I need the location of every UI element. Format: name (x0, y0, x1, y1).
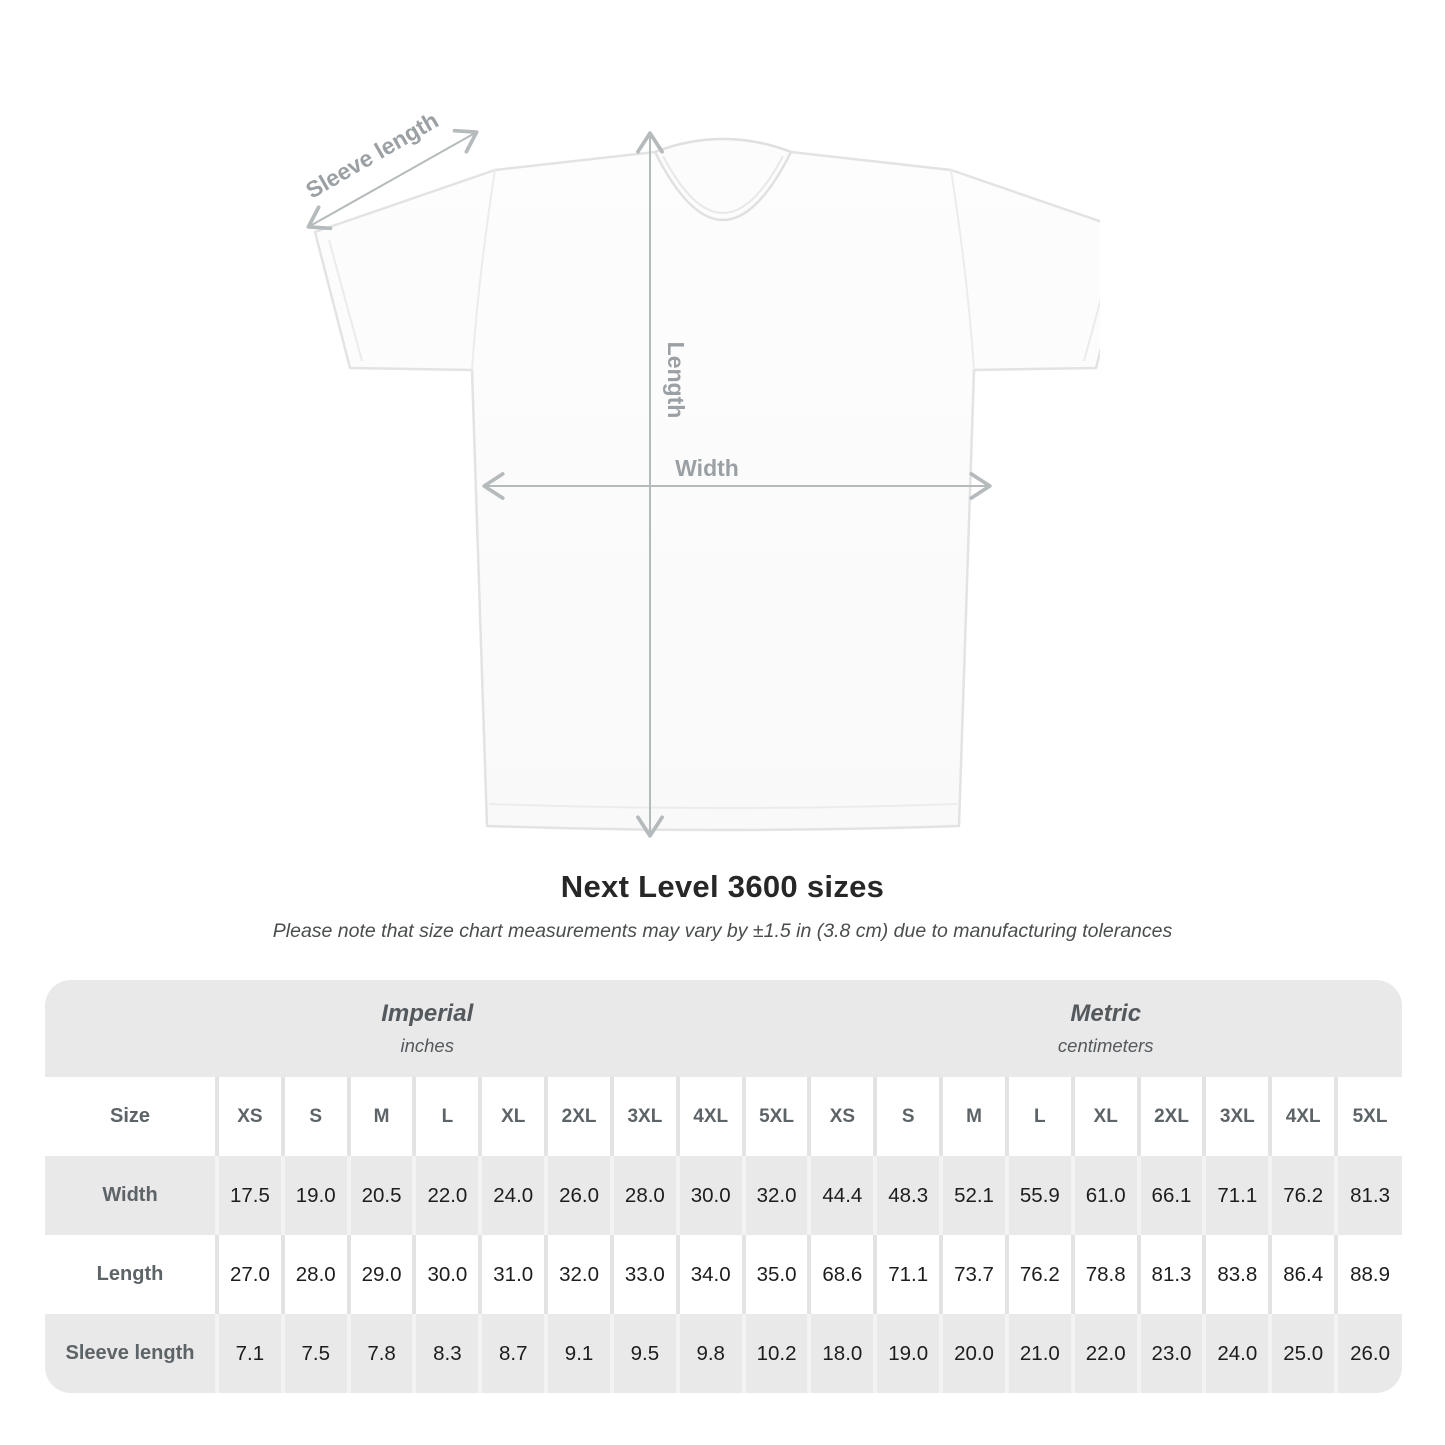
measurement-cell: 10.2 (744, 1314, 810, 1393)
measurement-cell: 18.0 (809, 1314, 875, 1393)
measurement-cell: 81.3 (1139, 1235, 1205, 1314)
page-title: Next Level 3600 sizes (560, 869, 885, 904)
measurement-cell: 7.1 (217, 1314, 283, 1393)
size-col-header: 3XL (1204, 1077, 1270, 1156)
size-col-header: 2XL (1139, 1077, 1205, 1156)
size-table (45, 980, 1402, 1393)
measurement-cell: 7.8 (349, 1314, 415, 1393)
tshirt-diagram (250, 80, 1100, 880)
size-table-container (45, 980, 1402, 1393)
measurement-cell: 61.0 (1073, 1156, 1139, 1235)
size-col-header: L (1007, 1077, 1073, 1156)
size-col-header: L (414, 1077, 480, 1156)
measurement-cell: 76.2 (1007, 1235, 1073, 1314)
measurement-cell: 33.0 (612, 1235, 678, 1314)
measurement-row-length (45, 1235, 1402, 1314)
unit-header-row (45, 980, 1402, 1077)
size-col-header: XS (809, 1077, 875, 1156)
size-col-header: 5XL (744, 1077, 810, 1156)
measurement-cell: 24.0 (480, 1156, 546, 1235)
measurement-cell: 71.1 (1204, 1156, 1270, 1235)
size-col-header: S (875, 1077, 941, 1156)
size-row-label: Size (45, 1077, 217, 1156)
measurement-cell: 68.6 (809, 1235, 875, 1314)
size-col-header: M (349, 1077, 415, 1156)
measurement-cell: 29.0 (349, 1235, 415, 1314)
measurement-row-width (45, 1156, 1402, 1235)
measurement-cell: 31.0 (480, 1235, 546, 1314)
measurement-cell: 8.3 (414, 1314, 480, 1393)
measurement-cell: 20.5 (349, 1156, 415, 1235)
tshirt-body (315, 139, 1100, 830)
measurement-cell: 19.0 (875, 1314, 941, 1393)
unit-group-subname: inches (400, 1035, 454, 1056)
size-col-header: S (283, 1077, 349, 1156)
unit-group-name: Imperial (381, 1000, 474, 1027)
size-col-header: 4XL (678, 1077, 744, 1156)
measurement-cell: 44.4 (809, 1156, 875, 1235)
tolerance-note: Please note that size chart measurements may vary by ±1.5 in (3.8 cm) due to manufacturing tolerances (272, 920, 1173, 942)
measurement-cell: 20.0 (941, 1314, 1007, 1393)
size-col-header: XS (217, 1077, 283, 1156)
measurement-cell: 32.0 (744, 1156, 810, 1235)
measurement-cell: 25.0 (1270, 1314, 1336, 1393)
measurement-cell: 21.0 (1007, 1314, 1073, 1393)
measurement-cell: 27.0 (217, 1235, 283, 1314)
measurement-cell: 26.0 (1336, 1314, 1402, 1393)
measurement-cell: 48.3 (875, 1156, 941, 1235)
unit-group-imperial (45, 980, 809, 1077)
measurement-cell: 22.0 (1073, 1314, 1139, 1393)
measurement-cell: 71.1 (875, 1235, 941, 1314)
measurement-cell: 7.5 (283, 1314, 349, 1393)
unit-group-subname: centimeters (1057, 1035, 1154, 1056)
measurement-cell: 26.0 (546, 1156, 612, 1235)
measurement-cell: 88.9 (1336, 1235, 1402, 1314)
measurement-cell: 28.0 (283, 1235, 349, 1314)
measurement-cell: 52.1 (941, 1156, 1007, 1235)
size-col-header: M (941, 1077, 1007, 1156)
measurement-row-label: Sleeve length (45, 1314, 217, 1393)
measurement-cell: 34.0 (678, 1235, 744, 1314)
measurement-cell: 9.5 (612, 1314, 678, 1393)
measurement-cell: 78.8 (1073, 1235, 1139, 1314)
measurement-cell: 19.0 (283, 1156, 349, 1235)
measurement-row-label: Width (45, 1156, 217, 1235)
measurement-cell: 30.0 (678, 1156, 744, 1235)
size-col-header: XL (1073, 1077, 1139, 1156)
measurement-row-label: Length (45, 1235, 217, 1314)
measurement-cell: 76.2 (1270, 1156, 1336, 1235)
size-col-header: 4XL (1270, 1077, 1336, 1156)
measurement-cell: 9.1 (546, 1314, 612, 1393)
unit-group-name: Metric (1070, 1000, 1142, 1027)
size-col-header: 5XL (1336, 1077, 1402, 1156)
size-header-row (45, 1077, 1402, 1156)
measurement-cell: 22.0 (414, 1156, 480, 1235)
size-col-header: 3XL (612, 1077, 678, 1156)
tshirt-illustration (315, 139, 1100, 830)
sleeve-length-label: Sleeve length (301, 106, 443, 204)
size-col-header: 2XL (546, 1077, 612, 1156)
measurement-cell: 28.0 (612, 1156, 678, 1235)
measurement-cell: 32.0 (546, 1235, 612, 1314)
size-col-header: XL (480, 1077, 546, 1156)
width-label: Width (675, 455, 739, 481)
unit-group-metric (809, 980, 1402, 1077)
measurement-cell: 23.0 (1139, 1314, 1205, 1393)
measurement-cell: 24.0 (1204, 1314, 1270, 1393)
measurement-row-sleeve-length (45, 1314, 1402, 1393)
measurement-cell: 17.5 (217, 1156, 283, 1235)
measurement-cell: 30.0 (414, 1235, 480, 1314)
measurement-cell: 66.1 (1139, 1156, 1205, 1235)
measurement-cell: 86.4 (1270, 1235, 1336, 1314)
measurement-cell: 8.7 (480, 1314, 546, 1393)
measurement-cell: 9.8 (678, 1314, 744, 1393)
measurement-cell: 81.3 (1336, 1156, 1402, 1235)
measurement-cell: 55.9 (1007, 1156, 1073, 1235)
length-label: Length (663, 341, 689, 419)
measurement-cell: 83.8 (1204, 1235, 1270, 1314)
measurement-cell: 35.0 (744, 1235, 810, 1314)
measurement-cell: 73.7 (941, 1235, 1007, 1314)
